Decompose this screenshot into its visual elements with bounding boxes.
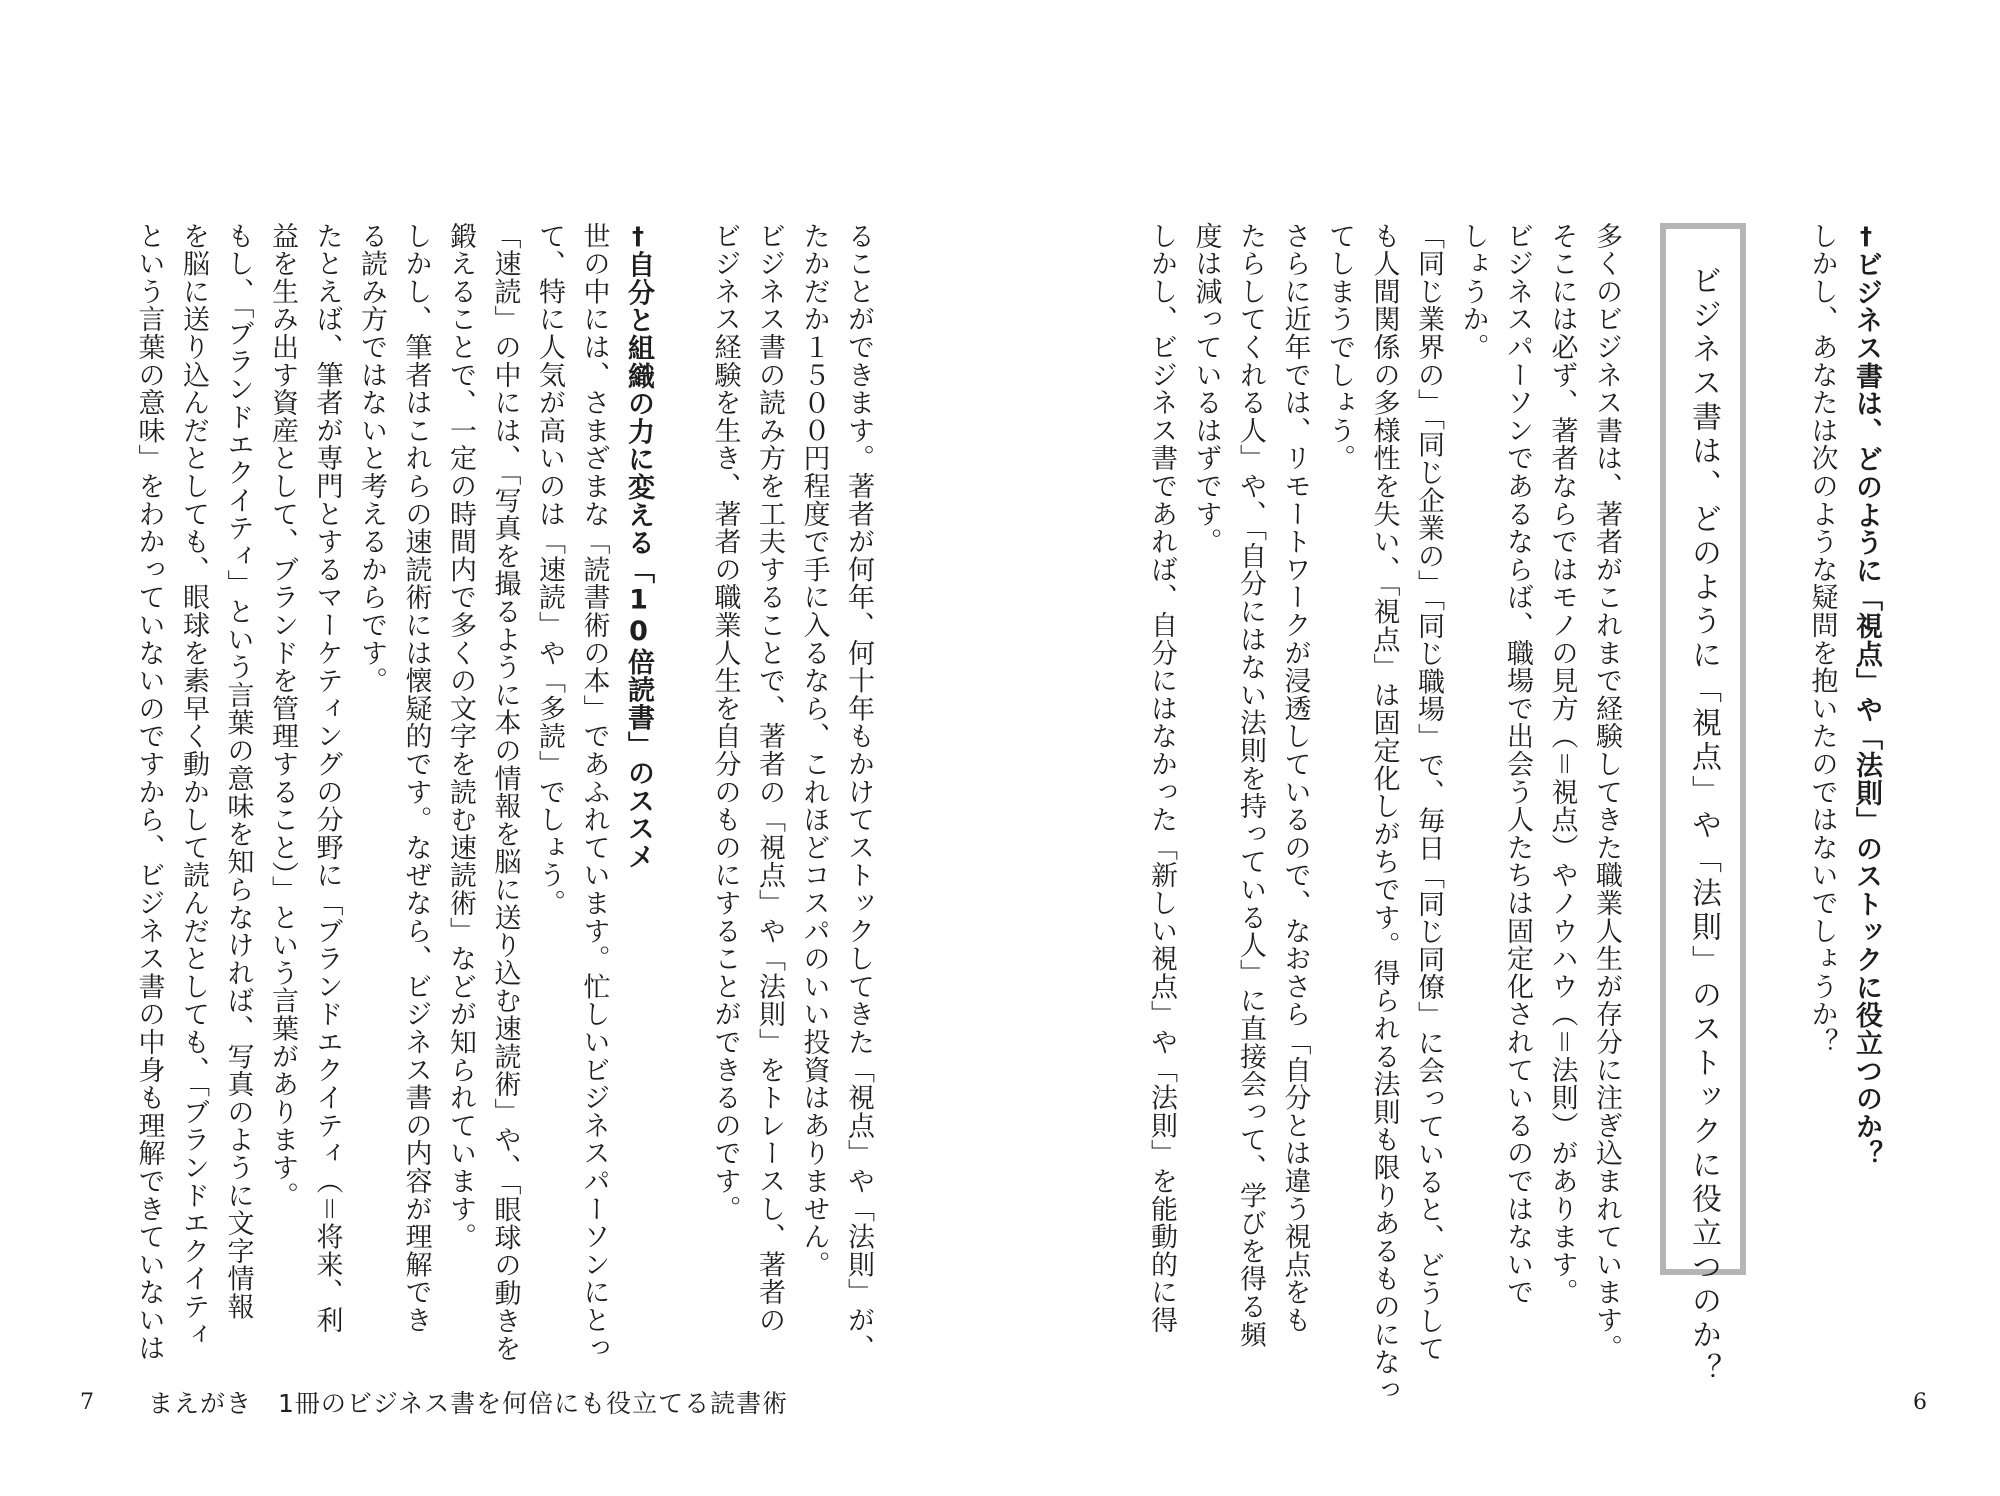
body-line: 「速読」の中には、「写真を撮るように本の情報を脳に送り込む速読術」や、「眼球の動きを bbox=[489, 222, 521, 1363]
page-number-left: 7 bbox=[80, 1390, 94, 1415]
section-mark-icon: † bbox=[1852, 222, 1880, 251]
body-line: る読み方ではないと考えるからです。 bbox=[356, 222, 387, 695]
body-line: たとえば、筆者が専門とするマーケティングの分野に「ブランドエクイティ（＝将来、利 bbox=[311, 222, 343, 1334]
body-line: ビジネス経験を生き、著者の職業人生を自分のものにすることができるのです。 bbox=[709, 222, 741, 1223]
body-line: そこには必ず、著者ならではモノの見方（＝視点）やノウハウ（＝法則）があります。 bbox=[1546, 222, 1578, 1307]
right-page-body bbox=[1128, 222, 1628, 1404]
body-line: しかし、ビジネス書であれば、自分にはなかった「新しい視点」や「法則」を能動的に得 bbox=[1146, 222, 1177, 1334]
page-number-right: 6 bbox=[1913, 1390, 1927, 1415]
body-line: も人間関係の多様性を失い、「視点」は固定化しがちです。得られる法則も限りあるものになっ bbox=[1368, 222, 1400, 1404]
running-head: まえがき 1冊のビジネス書を何倍にも役立てる読書術 bbox=[148, 1389, 789, 1418]
section-mark-icon: † bbox=[624, 222, 652, 251]
body-line: しかし、あなたは次のような疑問を抱いたのではないでしょうか？ bbox=[1806, 222, 1838, 1056]
body-line: もし、「ブランドエクイティ」という言葉の意味を知らなければ、写真のように文字情報 bbox=[222, 222, 254, 1321]
body-line: 世の中には、さまざまな「読書術の本」であふれています。忙しいビジネスパーソンにとっ bbox=[578, 222, 610, 1362]
body-line: さらに近年では、リモートワークが浸透しているので、なおさら「自分とは違う視点をも bbox=[1279, 222, 1311, 1334]
body-line: 「同じ業界の」「同じ企業の」「同じ職場」で、毎日「同じ同僚」に会っていると、どうして bbox=[1413, 222, 1444, 1363]
left-page-body-top bbox=[700, 222, 880, 1362]
section-heading bbox=[616, 222, 661, 1322]
callout-box bbox=[1660, 223, 1746, 1387]
body-line: て、特に人気が高いのは「速読」や「多読」でしょう。 bbox=[534, 222, 565, 917]
body-line: を脳に送り込んだとしても、眼球を素早く動かして読んだとしても、「ブランドエクイティ bbox=[178, 222, 209, 1349]
body-line: ることができます。著者が何年、何十年もかけてストックしてきた「視点」や「法則」が、 bbox=[843, 222, 874, 1362]
body-line: たかだか１５００円程度で手に入るなら、これほどコスパのいい投資はありません。 bbox=[798, 222, 830, 1279]
left-page-body bbox=[100, 222, 660, 1363]
callout-text: ビジネス書は、どのように「視点」や「法則」のストックに役立つのか？ bbox=[1686, 265, 1721, 1387]
body-line: しょうか。 bbox=[1457, 222, 1489, 361]
body-line: 益を生み出す資産として、ブランドを管理すること）」という言葉があります。 bbox=[267, 222, 298, 1210]
body-line: 度は減っているはずです。 bbox=[1190, 222, 1222, 556]
body-line: ビジネス書の読み方を工夫することで、著者の「視点」や「法則」をトレースし、著者の bbox=[754, 222, 785, 1334]
body-line: という言葉の意味」をわかっていないのですから、ビジネス書の中身も理解できていないは bbox=[133, 222, 165, 1362]
right-page-heading-column bbox=[1798, 222, 1888, 1322]
body-line: ビジネスパーソンであるならば、職場で出会う人たちは固定化されているのではないで bbox=[1502, 222, 1533, 1307]
body-line: 鍛えることで、一定の時間内で多くの文字を読む速読術」などが知られています。 bbox=[445, 222, 476, 1251]
section-heading-text: 自分と組織の力に変える「10倍読書」のススメ bbox=[623, 250, 654, 871]
body-line: たらしてくれる人」や、「自分にはない法則を持っている人」に直接会って、学びを得る頻 bbox=[1235, 222, 1266, 1349]
body-line: しかし、筆者はこれらの速読術には懐疑的です。なぜなら、ビジネス書の内容が理解でき bbox=[400, 222, 432, 1334]
body-line: てしまうでしょう。 bbox=[1324, 222, 1355, 473]
body-line: 多くのビジネス書は、著者がこれまで経験してきた職業人生が存分に注ぎ込まれています。 bbox=[1591, 222, 1622, 1362]
section-heading: †ビジネス書は、どのように「視点」や「法則」のストックに役立つのか？ bbox=[1851, 222, 1882, 1169]
